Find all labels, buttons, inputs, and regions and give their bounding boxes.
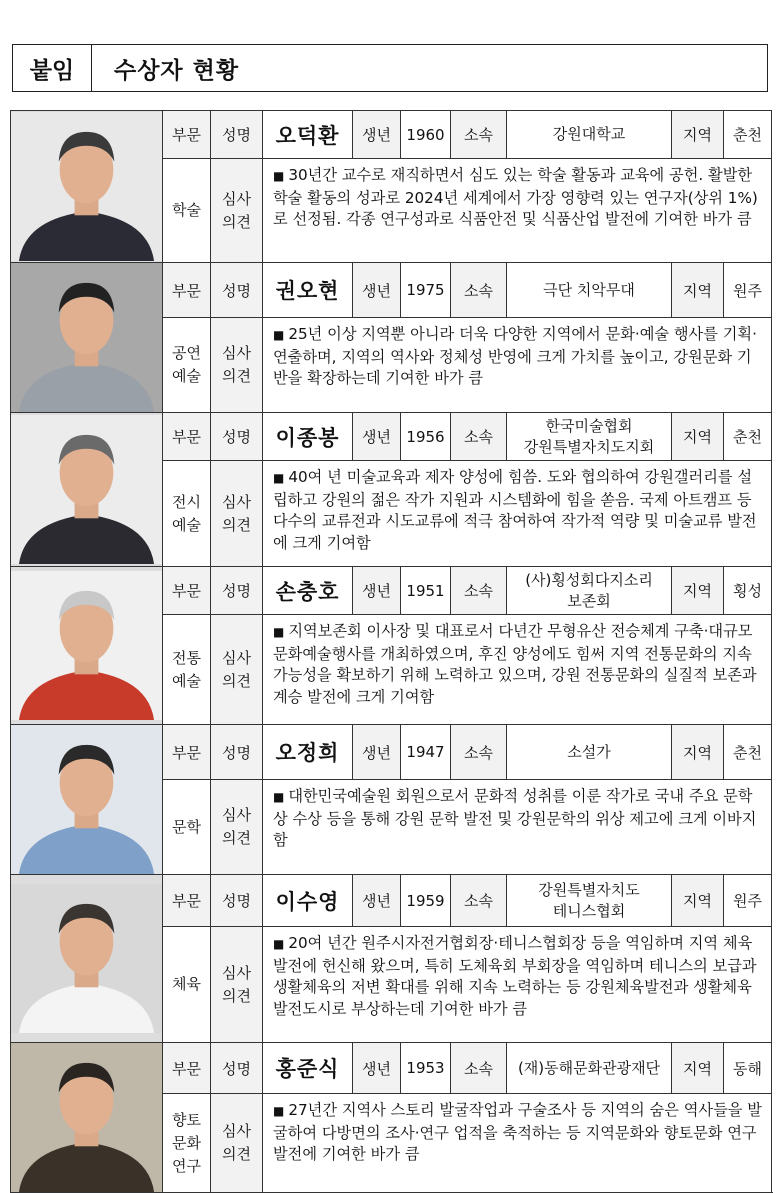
awardee-info-row: [11, 875, 772, 927]
affiliation-label: 소속: [451, 111, 507, 159]
bullet-icon: ■: [273, 937, 285, 951]
birth-label: 생년: [353, 263, 401, 318]
name-label: 성명: [211, 725, 263, 780]
region-value: 동해: [724, 1043, 772, 1094]
birth-year: 1951: [401, 567, 451, 615]
review-label: 심사 의견: [211, 1094, 263, 1193]
affiliation-label: 소속: [451, 725, 507, 780]
birth-year: 1975: [401, 263, 451, 318]
review-label: 심사 의견: [211, 615, 263, 725]
affiliation-label: 소속: [451, 413, 507, 461]
region-label: 지역: [672, 111, 724, 159]
awardee-name: 홍준식: [263, 1043, 353, 1094]
affiliation-value: 한국미술협회 강원특별자치도지회: [507, 413, 672, 461]
birth-year: 1953: [401, 1043, 451, 1094]
opinion-text: 20여 년간 원주시자전거협회장·테니스협회장 등을 역임하며 지역 체육 발전에 헌신해 왔으며, 특히 도체육회 부회장을 역임하며 테니스의 보급과 생활체육의 저변 확대를 위해 지속 노력하는 등 강원체육발전과 생활체육 발전도시로 부상하는데 기여한 바가 큼: [273, 934, 757, 1018]
affiliation-label: 소속: [451, 875, 507, 927]
awardee-photo: [11, 567, 163, 725]
awardee-photo: [11, 1043, 163, 1193]
division-label: 부문: [163, 567, 211, 615]
review-opinion: [263, 159, 772, 263]
region-label: 지역: [672, 567, 724, 615]
portrait-image: [11, 884, 162, 1033]
awardee-name: 오덕환: [263, 111, 353, 159]
page-title: 수상자 현황: [114, 57, 240, 84]
category-value: 체육: [163, 927, 211, 1043]
portrait-image: [11, 571, 162, 720]
name-label: 성명: [211, 263, 263, 318]
name-label: 성명: [211, 111, 263, 159]
awardee-table: [10, 110, 772, 1193]
region-label: 지역: [672, 413, 724, 461]
name-label: 성명: [211, 567, 263, 615]
birth-year: 1956: [401, 413, 451, 461]
opinion-text: 대한민국예술원 회원으로서 문화적 성취를 이룬 작가로 국내 주요 문학상 수상 등을 통해 강원 문학 발전 및 강원문학의 위상 제고에 크게 이바지함: [273, 787, 757, 850]
affiliation-value: 강원특별자치도 테니스협회: [507, 875, 672, 927]
region-label: 지역: [672, 875, 724, 927]
awardee-info-row: [11, 567, 772, 615]
birth-label: 생년: [353, 111, 401, 159]
birth-label: 생년: [353, 1043, 401, 1094]
category-value: 전통 예술: [163, 615, 211, 725]
affiliation-value: 강원대학교: [507, 111, 672, 159]
awardee-photo: [11, 875, 163, 1043]
division-label: 부문: [163, 725, 211, 780]
awardee-name: 오정희: [263, 725, 353, 780]
awardee-name: 이종봉: [263, 413, 353, 461]
category-value: 학술: [163, 159, 211, 263]
awardee-name: 이수영: [263, 875, 353, 927]
opinion-text: 25년 이상 지역뿐 아니라 더욱 다양한 지역에서 문화·예술 행사를 기획·연출하며, 지역의 역사와 정체성 반영에 크게 가치를 높이고, 강원문화 기반을 확장하는데 기여한 바가 큼: [273, 325, 757, 388]
awardee-info-row: [11, 111, 772, 159]
division-label: 부문: [163, 1043, 211, 1094]
region-value: 원주: [724, 875, 772, 927]
region-value: 춘천: [724, 413, 772, 461]
bullet-icon: ■: [273, 1104, 285, 1119]
bullet-icon: ■: [273, 790, 285, 805]
awardee-name: 손충호: [263, 567, 353, 615]
awardee-info-row: [11, 413, 772, 461]
affiliation-value: (사)횡성회다지소리 보존회: [507, 567, 672, 615]
name-label: 성명: [211, 413, 263, 461]
affiliation-value: (재)동해문화관광재단: [507, 1043, 672, 1094]
bullet-icon: ■: [273, 169, 285, 183]
opinion-text: 30년간 교수로 재직하면서 심도 있는 학술 활동과 교육에 공헌. 활발한 학술 활동의 성과로 2024년 세계에서 가장 영향력 있는 연구자(상위 1%)로 선정됨. 각종 연구성과로 식품안전 및 식품산업 발전에 기여한 바가 큼: [273, 166, 758, 228]
portrait-image: [11, 725, 162, 874]
awardee-info-row: [11, 1043, 772, 1094]
opinion-text: 40여 년 미술교육과 제자 양성에 힘씀. 도와 협의하여 강원갤러리를 설립하고 강원의 젊은 작가 지원과 시스템화에 힘을 쏟음. 국제 아트캠프 등 다수의 교류전과 시도교류에 적극 참여하여 작가적 역량 및 미술교류 발전에 크게 기여함: [273, 468, 757, 552]
division-label: 부문: [163, 875, 211, 927]
birth-year: 1959: [401, 875, 451, 927]
division-label: 부문: [163, 263, 211, 318]
attachment-tag: 붙임: [13, 45, 92, 91]
review-opinion: [263, 927, 772, 1043]
name-label: 성명: [211, 875, 263, 927]
review-opinion: [263, 461, 772, 567]
review-opinion: [263, 1094, 772, 1193]
birth-year: 1960: [401, 111, 451, 159]
review-opinion: [263, 318, 772, 413]
awardee-photo: [11, 413, 163, 567]
awardee-photo: [11, 111, 163, 263]
region-value: 횡성: [724, 567, 772, 615]
division-label: 부문: [163, 111, 211, 159]
bullet-icon: ■: [273, 471, 285, 485]
review-label: 심사 의견: [211, 318, 263, 413]
category-value: 문학: [163, 780, 211, 875]
awardee-info-row: [11, 725, 772, 780]
review-label: 심사 의견: [211, 927, 263, 1043]
review-label: 심사 의견: [211, 461, 263, 567]
opinion-text: 지역보존회 이사장 및 대표로서 다년간 무형유산 전승체계 구축·대규모 문화예술행사를 개최하였으며, 후진 양성에도 힘써 지역 전통문화의 지속 가능성을 확보하기 위해 노력하고 있으며, 강원 전통문화의 실질적 보존과 계승 발전에 크게 기여함: [273, 622, 757, 706]
category-value: 전시 예술: [163, 461, 211, 567]
region-value: 원주: [724, 263, 772, 318]
review-label: 심사 의견: [211, 159, 263, 263]
region-value: 춘천: [724, 111, 772, 159]
birth-label: 생년: [353, 413, 401, 461]
portrait-image: [11, 415, 162, 564]
review-opinion: [263, 780, 772, 875]
category-value: 공연 예술: [163, 318, 211, 413]
birth-label: 생년: [353, 875, 401, 927]
affiliation-label: 소속: [451, 567, 507, 615]
name-label: 성명: [211, 1043, 263, 1094]
affiliation-label: 소속: [451, 1043, 507, 1094]
birth-year: 1947: [401, 725, 451, 780]
birth-label: 생년: [353, 725, 401, 780]
bullet-icon: ■: [273, 625, 285, 639]
document-header: [12, 44, 768, 92]
bullet-icon: ■: [273, 328, 285, 343]
region-value: 춘천: [724, 725, 772, 780]
region-label: 지역: [672, 1043, 724, 1094]
opinion-text: 27년간 지역사 스토리 발굴작업과 구술조사 등 지역의 숨은 역사들을 발굴하여 다방면의 조사·연구 업적을 축적하는 등 지역문화와 향토문화 연구발전에 기여한 바가 큼: [273, 1101, 762, 1164]
affiliation-value: 극단 치악무대: [507, 263, 672, 318]
portrait-image: [11, 112, 162, 261]
category-value: 향토 문화 연구: [163, 1094, 211, 1193]
division-label: 부문: [163, 413, 211, 461]
awardee-info-row: [11, 263, 772, 318]
awardee-photo: [11, 263, 163, 413]
portrait-image: [11, 1043, 162, 1192]
review-opinion: [263, 615, 772, 725]
affiliation-value: 소설가: [507, 725, 672, 780]
review-label: 심사 의견: [211, 780, 263, 875]
region-label: 지역: [672, 725, 724, 780]
birth-label: 생년: [353, 567, 401, 615]
affiliation-label: 소속: [451, 263, 507, 318]
portrait-image: [11, 263, 162, 412]
awardee-name: 권오현: [263, 263, 353, 318]
awardee-photo: [11, 725, 163, 875]
region-label: 지역: [672, 263, 724, 318]
